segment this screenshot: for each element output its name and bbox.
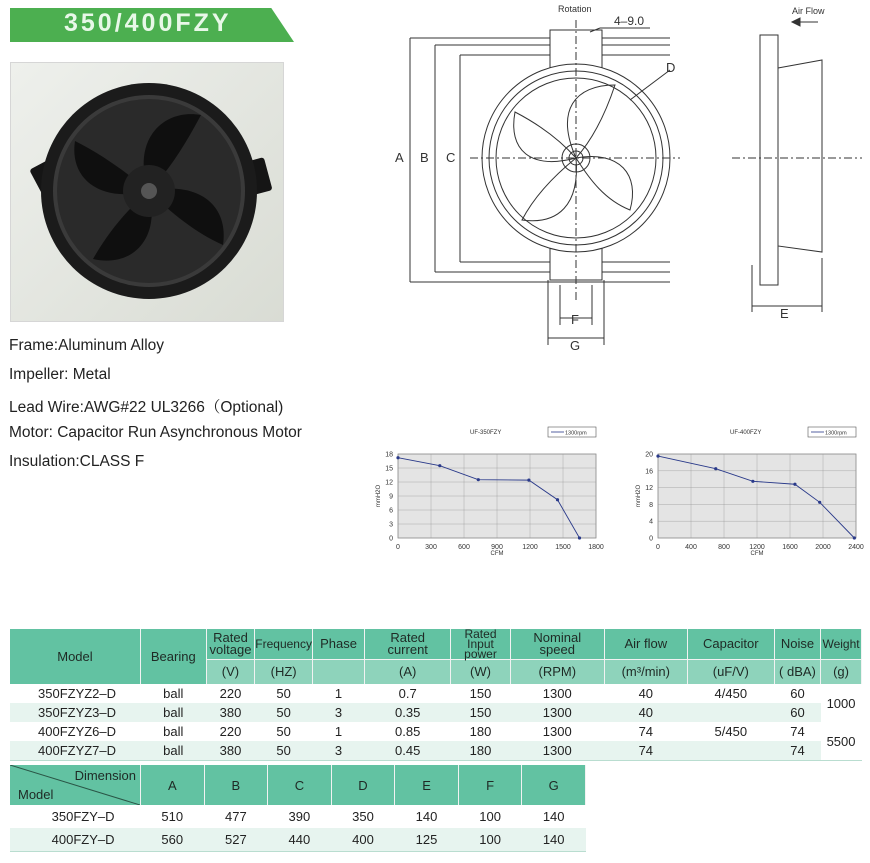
cell-frequency: 50 xyxy=(255,684,313,703)
cell-model: 400FZYZ7–D xyxy=(10,741,140,761)
x-tick-label: 400 xyxy=(685,544,697,551)
data-point xyxy=(656,455,659,458)
cell-capacitor: 5/450 xyxy=(687,722,774,741)
spec-insulation: Insulation:CLASS F xyxy=(9,453,145,470)
x-tick-label: 0 xyxy=(656,544,660,551)
y-axis-label: mmH2O xyxy=(376,484,382,508)
data-point xyxy=(751,480,754,483)
data-point xyxy=(438,464,441,467)
cell-dim-g: 140 xyxy=(522,828,586,852)
y-tick-label: 3 xyxy=(389,521,393,529)
dim-g-label: G xyxy=(570,338,581,353)
cell-model: 350FZYZ3–D xyxy=(10,703,140,722)
x-tick-label: 1200 xyxy=(749,544,765,551)
spec-lead-wire: Lead Wire:AWG#22 UL3266（Optional) xyxy=(9,399,284,416)
rotation-label: Rotation xyxy=(558,4,592,14)
cell-noise: 74 xyxy=(774,722,820,741)
cell-frequency: 50 xyxy=(255,703,313,722)
spec-table xyxy=(10,629,862,761)
cell-speed: 1300 xyxy=(510,703,604,722)
y-tick-label: 9 xyxy=(389,493,393,501)
cell-airflow: 40 xyxy=(604,703,687,722)
x-tick-label: 1800 xyxy=(588,544,604,551)
cell-power: 180 xyxy=(451,741,510,761)
cell-capacitor xyxy=(687,703,774,722)
x-tick-label: 300 xyxy=(425,544,437,551)
cell-power: 150 xyxy=(451,703,510,722)
cell-noise: 60 xyxy=(774,703,820,722)
x-axis-label: CFM xyxy=(750,551,764,557)
dim-col-a: A xyxy=(141,765,205,805)
col-bearing: Bearing xyxy=(140,629,206,684)
col-capacitor: Capacitor xyxy=(687,629,774,660)
cell-speed: 1300 xyxy=(510,722,604,741)
x-tick-label: 1600 xyxy=(782,544,798,551)
chart-title: UF-350FZY xyxy=(470,430,502,436)
cell-bearing: ball xyxy=(140,703,206,722)
x-axis-label: CFM xyxy=(490,551,504,557)
y-tick-label: 0 xyxy=(649,535,653,543)
unit-phase xyxy=(312,660,364,685)
x-tick-label: 1200 xyxy=(522,544,538,551)
cell-noise: 74 xyxy=(774,741,820,761)
cell-dim-c: 440 xyxy=(268,828,332,852)
cell-phase: 1 xyxy=(312,722,364,741)
side-view-drawing xyxy=(712,0,867,330)
col-model: Model xyxy=(10,629,140,684)
col-power: Rated Input power xyxy=(451,629,510,660)
table-row xyxy=(10,828,586,852)
unit-current: (A) xyxy=(365,660,451,685)
product-photo xyxy=(10,62,284,322)
x-tick-label: 2000 xyxy=(815,544,831,551)
spec-frame: Frame:Aluminum Alloy xyxy=(9,337,165,354)
cell-voltage: 380 xyxy=(206,741,255,761)
data-point xyxy=(556,498,559,501)
front-view-drawing xyxy=(380,0,710,360)
data-point xyxy=(578,536,581,539)
cell-airflow: 40 xyxy=(604,684,687,703)
unit-airflow: (m³/min) xyxy=(604,660,687,685)
y-tick-label: 0 xyxy=(389,535,393,543)
y-tick-label: 4 xyxy=(649,518,653,526)
dim-col-e: E xyxy=(395,765,459,805)
unit-weight: (g) xyxy=(821,660,862,685)
cell-power: 180 xyxy=(451,722,510,741)
col-voltage: Rated voltage xyxy=(206,629,255,660)
unit-speed: (RPM) xyxy=(510,660,604,685)
y-axis-label: mmH2O xyxy=(636,484,642,508)
cell-current: 0.7 xyxy=(365,684,451,703)
cell-current: 0.35 xyxy=(365,703,451,722)
cell-dim-e: 125 xyxy=(395,828,459,852)
cell-dim-a: 510 xyxy=(141,805,205,828)
cell-dim-f: 100 xyxy=(458,828,522,852)
dimension-label: Dimension xyxy=(74,768,136,783)
table-row xyxy=(10,805,586,828)
col-phase: Phase xyxy=(312,629,364,660)
model-label: Model xyxy=(18,787,54,802)
col-frequency: Frequency xyxy=(255,629,313,660)
dim-header-corner xyxy=(10,765,141,805)
cell-airflow: 74 xyxy=(604,741,687,761)
unit-power: (W) xyxy=(451,660,510,685)
unit-noise: ( dBA) xyxy=(774,660,820,685)
table-row xyxy=(10,722,862,741)
cell-power: 150 xyxy=(451,684,510,703)
cell-voltage: 220 xyxy=(206,684,255,703)
cell-model: 400FZYZ6–D xyxy=(10,722,140,741)
x-tick-label: 600 xyxy=(458,544,470,551)
data-point xyxy=(477,478,480,481)
col-current: Rated current xyxy=(365,629,451,660)
x-tick-label: 0 xyxy=(396,544,400,551)
x-tick-label: 2400 xyxy=(848,544,864,551)
col-noise: Noise xyxy=(774,629,820,660)
y-tick-label: 16 xyxy=(645,468,653,476)
data-point xyxy=(853,536,856,539)
y-tick-label: 20 xyxy=(645,451,653,459)
cell-model: 400FZY–D xyxy=(10,828,141,852)
data-point xyxy=(818,501,821,504)
cell-dim-f: 100 xyxy=(458,805,522,828)
y-tick-label: 12 xyxy=(385,479,393,487)
cell-dim-d: 350 xyxy=(331,805,395,828)
dim-col-d: D xyxy=(331,765,395,805)
spec-motor: Motor: Capacitor Run Asynchronous Motor xyxy=(9,424,302,441)
cell-dim-g: 140 xyxy=(522,805,586,828)
x-tick-label: 900 xyxy=(491,544,503,551)
cell-dim-b: 477 xyxy=(204,805,268,828)
col-speed: Nominal speed xyxy=(510,629,604,660)
cell-capacitor: 4/450 xyxy=(687,684,774,703)
dim-c-label: C xyxy=(446,150,456,165)
cell-current: 0.85 xyxy=(365,722,451,741)
chart-350fzy xyxy=(368,422,608,564)
dim-b-label: B xyxy=(420,150,429,165)
legend-label: 1300rpm xyxy=(565,430,587,437)
col-airflow: Air flow xyxy=(604,629,687,660)
x-tick-label: 800 xyxy=(718,544,730,551)
dim-f-label: F xyxy=(571,312,579,327)
cell-bearing: ball xyxy=(140,741,206,761)
air-flow-label: Air Flow xyxy=(792,6,825,16)
table-row xyxy=(10,741,862,761)
hole-label: 4–9.0 xyxy=(614,14,645,28)
dim-d-label: D xyxy=(666,60,676,75)
y-tick-label: 8 xyxy=(649,501,653,509)
chart-400fzy xyxy=(628,422,868,564)
x-tick-label: 1500 xyxy=(555,544,571,551)
data-point xyxy=(396,456,399,459)
cell-airflow: 74 xyxy=(604,722,687,741)
dim-a-label: A xyxy=(395,150,404,165)
cell-phase: 1 xyxy=(312,684,364,703)
cell-bearing: ball xyxy=(140,684,206,703)
data-point xyxy=(793,483,796,486)
table-row xyxy=(10,684,862,703)
y-tick-label: 15 xyxy=(385,465,393,473)
data-point xyxy=(714,467,717,470)
cell-voltage: 380 xyxy=(206,703,255,722)
cell-dim-d: 400 xyxy=(331,828,395,852)
dim-col-b: B xyxy=(204,765,268,805)
dimension-table xyxy=(10,765,586,852)
cell-frequency: 50 xyxy=(255,722,313,741)
table-row xyxy=(10,703,862,722)
cell-weight: 5500 xyxy=(821,722,862,761)
y-tick-label: 12 xyxy=(645,485,653,493)
cell-bearing: ball xyxy=(140,722,206,741)
y-tick-label: 6 xyxy=(389,507,393,515)
unit-frequency: (HZ) xyxy=(255,660,313,685)
col-weight: Weight xyxy=(821,629,862,660)
dim-col-c: C xyxy=(268,765,332,805)
legend-label: 1300rpm xyxy=(825,430,847,437)
dim-e-label: E xyxy=(780,306,789,321)
cell-speed: 1300 xyxy=(510,684,604,703)
dim-col-g: G xyxy=(522,765,586,805)
cell-dim-b: 527 xyxy=(204,828,268,852)
spec-impeller: Impeller: Metal xyxy=(9,366,111,383)
cell-voltage: 220 xyxy=(206,722,255,741)
dim-col-f: F xyxy=(458,765,522,805)
cell-speed: 1300 xyxy=(510,741,604,761)
unit-capacitor: (uF/V) xyxy=(687,660,774,685)
cell-phase: 3 xyxy=(312,703,364,722)
cell-weight: 1000 xyxy=(821,684,862,722)
cell-phase: 3 xyxy=(312,741,364,761)
unit-voltage: (V) xyxy=(206,660,255,685)
cell-model: 350FZYZ2–D xyxy=(10,684,140,703)
cell-dim-c: 390 xyxy=(268,805,332,828)
cell-dim-e: 140 xyxy=(395,805,459,828)
cell-capacitor xyxy=(687,741,774,761)
data-point xyxy=(527,479,530,482)
cell-frequency: 50 xyxy=(255,741,313,761)
y-tick-label: 18 xyxy=(385,451,393,459)
chart-title: UF-400FZY xyxy=(730,430,762,436)
cell-model: 350FZY–D xyxy=(10,805,141,828)
cell-dim-a: 560 xyxy=(141,828,205,852)
cell-current: 0.45 xyxy=(365,741,451,761)
page-title: 350/400FZY xyxy=(64,9,232,37)
cell-noise: 60 xyxy=(774,684,820,703)
